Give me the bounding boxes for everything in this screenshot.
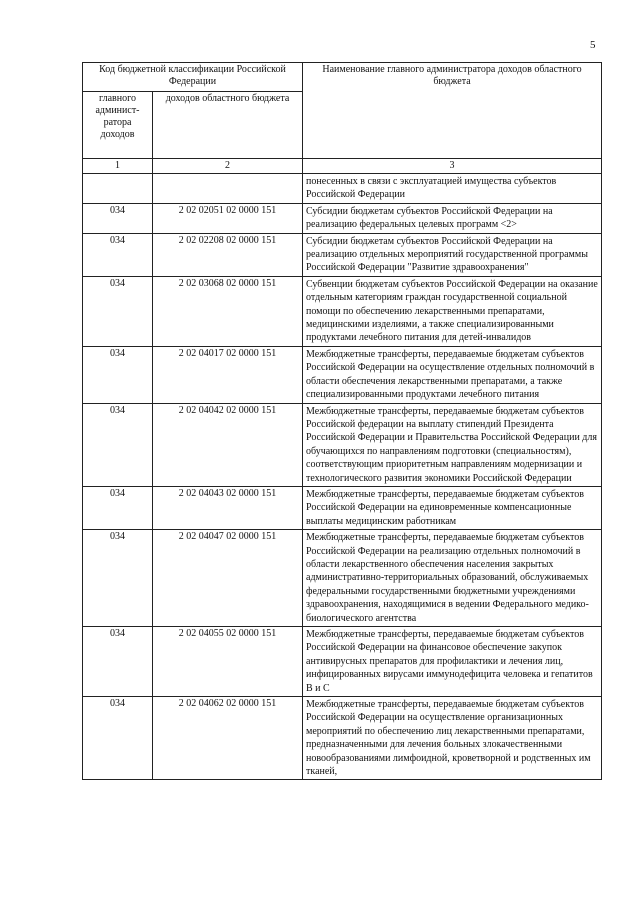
table-row xyxy=(83,530,602,627)
admin-code-cell: 034 xyxy=(83,346,153,403)
kbk-code-cell: 2 02 04043 02 0000 151 xyxy=(153,486,303,529)
kbk-code-cell xyxy=(153,174,303,204)
income-column-header: доходов областного бюджета xyxy=(153,92,303,159)
table-row xyxy=(83,403,602,486)
table-row xyxy=(83,486,602,529)
column-number: 3 xyxy=(303,159,602,174)
kbk-group-header: Код бюджетной классификации Российской Федерации xyxy=(83,63,303,92)
column-number: 1 xyxy=(83,159,153,174)
kbk-code-cell: 2 02 02051 02 0000 151 xyxy=(153,203,303,233)
admin-code-cell: 034 xyxy=(83,403,153,486)
name-cell: понесенных в связи с эксплуатацией имущества субъектов Российской Федерации xyxy=(303,174,602,204)
kbk-code-cell: 2 02 02208 02 0000 151 xyxy=(153,233,303,276)
kbk-code-cell: 2 02 04055 02 0000 151 xyxy=(153,627,303,697)
table-row xyxy=(83,233,602,276)
name-cell: Межбюджетные трансферты, передаваемые бюджетам субъектов Российской Федерации на единовременные компенсационные выплаты медицинским работникам xyxy=(303,486,602,529)
page-number: 5 xyxy=(590,39,596,51)
table-row xyxy=(83,697,602,780)
admin-code-cell: 034 xyxy=(83,627,153,697)
budget-classification-table xyxy=(82,62,602,780)
kbk-code-cell: 2 02 03068 02 0000 151 xyxy=(153,276,303,346)
kbk-code-cell: 2 02 04062 02 0000 151 xyxy=(153,697,303,780)
column-number-row xyxy=(83,159,602,174)
name-column-header: Наименование главного администратора доходов областного бюджета xyxy=(303,63,602,159)
header-row-top xyxy=(83,63,602,92)
admin-code-cell: 034 xyxy=(83,697,153,780)
table-row xyxy=(83,276,602,346)
table-row xyxy=(83,627,602,697)
admin-code-cell: 034 xyxy=(83,530,153,627)
name-cell: Межбюджетные трансферты, передаваемые бюджетам субъектов Российской Федерации на осуществление отдельных полномочий в области обеспечения лекарственными препаратами, а также специализированными продуктами лечебного питания xyxy=(303,346,602,403)
name-cell: Межбюджетные трансферты, передаваемые бюджетам субъектов Российской федерации на выплату стипендий Президента Российской Федерации и Правительства Российской Федерации для обучающихся по направлениям подготовки (специальностям), соответствующим приоритетным направлениям модернизации и технологического развития экономики Российской Федерации xyxy=(303,403,602,486)
kbk-code-cell: 2 02 04047 02 0000 151 xyxy=(153,530,303,627)
name-cell: Субвенции бюджетам субъектов Российской Федерации на оказание отдельным категориям граждан государственной социальной помощи по обеспечению лекарственными препаратами, медицинскими изделиями, а также специализированными продуктами лечебного питания для детей-инвалидов xyxy=(303,276,602,346)
admin-code-cell: 034 xyxy=(83,276,153,346)
table-row xyxy=(83,174,602,204)
admin-code-cell: 034 xyxy=(83,203,153,233)
admin-code-cell xyxy=(83,174,153,204)
name-cell: Субсидии бюджетам субъектов Российской Федерации на реализацию отдельных мероприятий государственной программы Российской Федерации "Развитие здравоохранения" xyxy=(303,233,602,276)
name-cell: Межбюджетные трансферты, передаваемые бюджетам субъектов Российской Федерации на финансовое обеспечение закупок антивирусных препаратов для профилактики и лечения лиц, инфицированных вирусами иммунодефицита человека и гепатитов В и С xyxy=(303,627,602,697)
name-cell: Межбюджетные трансферты, передаваемые бюджетам субъектов Российской Федерации на осуществление организационных мероприятий по обеспечению лиц лекарственными препаратами, предназначенными для лечения больных злокачественными новообразованиями лимфоидной, кроветворной и родственных им тканей, xyxy=(303,697,602,780)
table-row xyxy=(83,203,602,233)
kbk-code-cell: 2 02 04042 02 0000 151 xyxy=(153,403,303,486)
name-cell: Межбюджетные трансферты, передаваемые бюджетам субъектов Российской Федерации на реализацию отдельных полномочий в области лекарственного обеспечения населения закрытых административно-территориальных образований, обслуживаемых федеральными государственными бюджетными учреждениями здравоохранения, находящимися в ведении Федерального медико-биологического агентства xyxy=(303,530,602,627)
admin-code-cell: 034 xyxy=(83,486,153,529)
admin-column-header: главного админист-ратора доходов xyxy=(83,92,153,159)
table-row xyxy=(83,346,602,403)
kbk-code-cell: 2 02 04017 02 0000 151 xyxy=(153,346,303,403)
column-number: 2 xyxy=(153,159,303,174)
name-cell: Субсидии бюджетам субъектов Российской Федерации на реализацию федеральных целевых программ <2> xyxy=(303,203,602,233)
admin-code-cell: 034 xyxy=(83,233,153,276)
